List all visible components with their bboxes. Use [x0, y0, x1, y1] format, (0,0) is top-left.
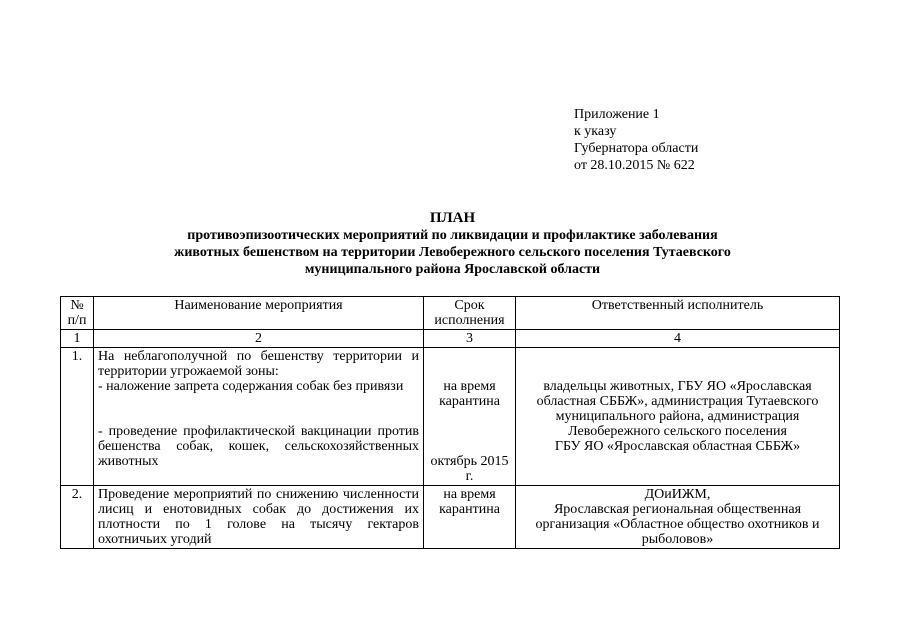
activity-item: - проведение профилактической вакцинации против бешенства собак, кошек, сельскохозяйственных животных [98, 424, 419, 469]
header-num: № п/п [61, 297, 94, 330]
row-term: на время карантина [424, 486, 516, 549]
header-resp: Ответственный исполнитель [516, 297, 840, 330]
col-number: 3 [424, 330, 516, 348]
appendix-line: от 28.10.2015 № 622 [574, 158, 695, 173]
row-number: 2. [61, 486, 94, 549]
col-number: 2 [94, 330, 424, 348]
table-row [61, 486, 840, 549]
table-colnum-row [61, 330, 840, 348]
row-term [424, 348, 516, 486]
activity-intro: На неблагополучной по бешенству территории и территории угрожаемой зоны: [98, 349, 419, 379]
header-term: Срок исполнения [424, 297, 516, 330]
header-name: Наименование мероприятия [94, 297, 424, 330]
title-line: животных бешенством на территории Левобережного сельского поселения Тутаевского [174, 245, 731, 260]
plan-table [60, 296, 840, 549]
table-row [61, 348, 840, 486]
responsible-item: Ярославская региональная общественная организация «Областное общество охотников и рыболовов» [535, 502, 820, 547]
appendix-line: Приложение 1 [574, 107, 660, 122]
document-title [0, 210, 905, 278]
row-responsible [516, 486, 840, 549]
appendix-header [574, 106, 698, 174]
table-header-row [61, 297, 840, 330]
col-number: 4 [516, 330, 840, 348]
title-line: муниципального района Ярославской области [304, 262, 601, 277]
responsible-item: ДОиИЖМ, [644, 487, 711, 502]
row-activity [94, 348, 424, 486]
col-number: 1 [61, 330, 94, 348]
appendix-line: Губернатора области [574, 141, 699, 156]
responsible-item: ГБУ ЯО «Ярославская областная СББЖ» [554, 439, 801, 454]
row-responsible [516, 348, 840, 486]
activity-item: - наложение запрета содержания собак без привязи [98, 379, 404, 394]
row-activity: Проведение мероприятий по снижению численности лисиц и енотовидных собак до достижения их плотности по 1 голове на тысячу гектаров охотничьих угодий [94, 486, 424, 549]
term-item: октябрь 2015 г. [430, 454, 509, 484]
responsible-item: владельцы животных, ГБУ ЯО «Ярославская областная СББЖ», администрация Тутаевского муниципального района, администрация Левобережного сельского поселения [536, 379, 819, 439]
title-main: ПЛАН [429, 210, 476, 226]
term-item: на время карантина [439, 379, 500, 409]
row-number: 1. [61, 348, 94, 486]
appendix-line: к указу [574, 124, 617, 139]
title-line: противоэпизоотических мероприятий по ликвидации и профилактике заболевания [187, 228, 718, 243]
